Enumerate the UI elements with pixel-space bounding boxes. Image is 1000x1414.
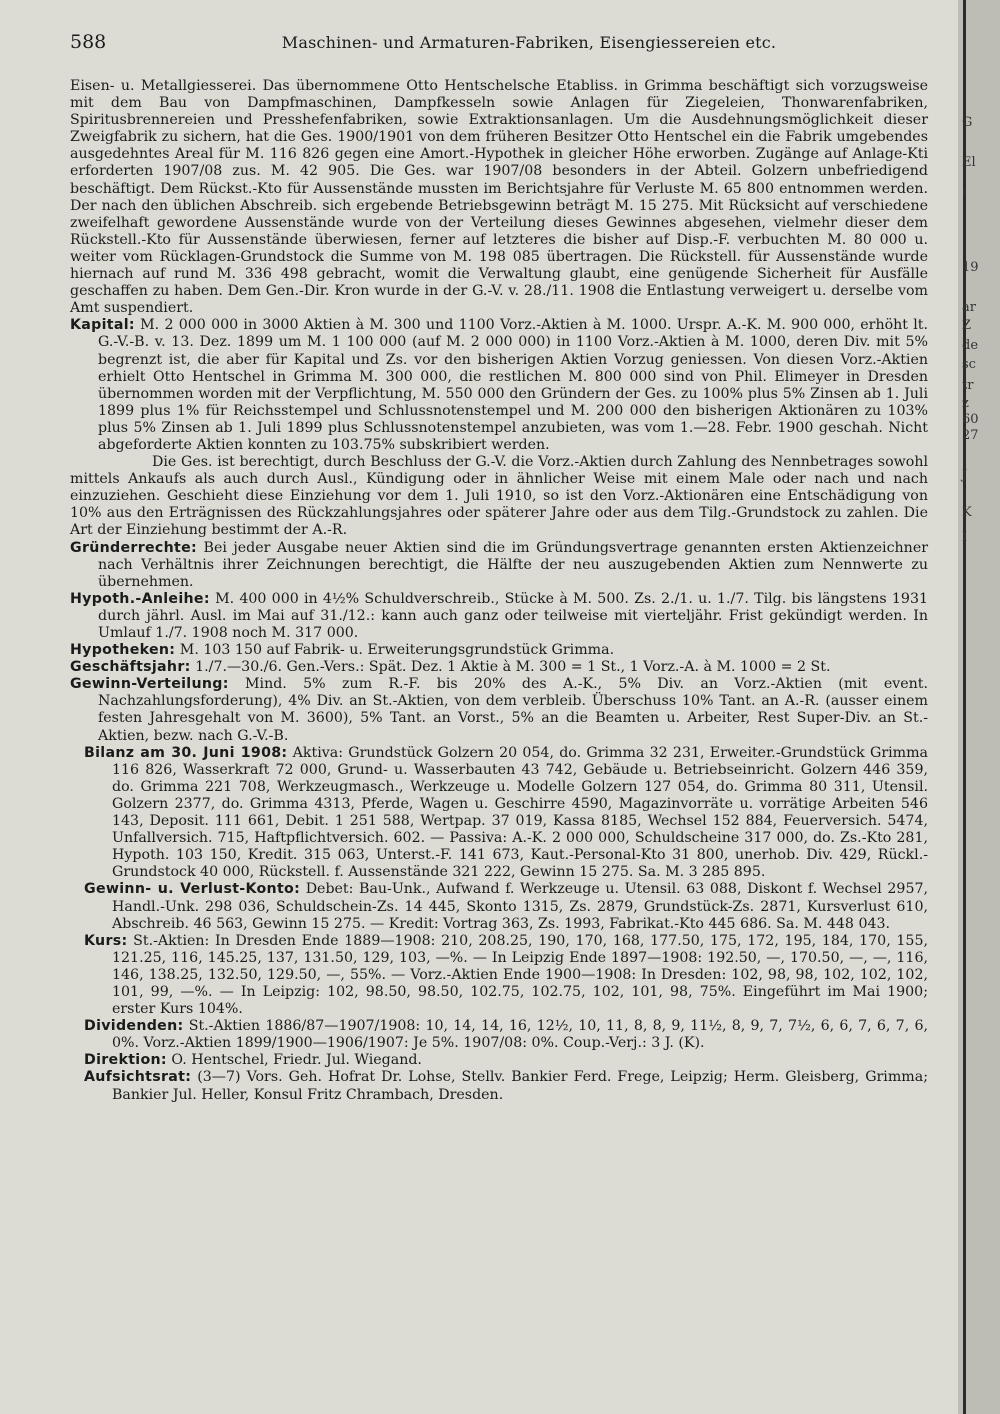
margin-fragment: Z [962, 318, 972, 333]
section-label: Dividenden: [84, 1018, 184, 1035]
margin-fragment: I [962, 530, 968, 545]
margin-fragment: tr [962, 378, 974, 393]
paragraph [70, 78, 928, 317]
document-page [70, 28, 928, 1403]
paragraph-text: (3—7) Vors. Geh. Hofrat Dr. Lohse, Stellv. Bankier Ferd. Frege, Leipzig; Herm. Gleisberg, Grimma; Bankier Jul. Heller, Konsul Fritz Chrambach, Dresden. [112, 1069, 928, 1103]
section-label: Geschäftsjahr: [70, 659, 191, 676]
paragraph-text: O. Hentschel, Friedr. Jul. Wiegand. [171, 1052, 422, 1069]
paragraph [70, 881, 928, 932]
paragraph-text: Mind. 5% zum R.-F. bis 20% des A.-K., 5% Div. an Vorz.-Aktien (mit event. Nachzahlungsforderung), 4% Div. an St.-Aktien, von dem verbleib. Überschuss 10% Tant. an A.-R. (ausser einem festen Jahresgehalt von M. 3600), 5% Tant. an Vorst., 5% an die Beamten u. Arbeiter, Rest Super-Div. an St.-Aktien, bezw. nach G.-V.-B. [98, 676, 928, 744]
section-label: Kapital: [70, 317, 135, 334]
section-label: Bilanz am 30. Juni 1908: [84, 744, 288, 761]
margin-fragment: ar [962, 300, 976, 315]
section-label: Hypoth.-Anleihe: [70, 590, 210, 607]
paragraph-text: St.-Aktien 1886/87—1907/1908: 10, 14, 14, 16, 12½, 10, 11, 8, 8, 9, 11½, 8, 9, 7, 7½, 6, 6, 7, 6, 7, 6, 0%. Vorz.-Aktien 1899/1900—1906/1907: Je 5%. 1907/08: 0%. Coup.-Verj.: 3 J. (K). [112, 1018, 928, 1052]
paragraph [70, 1052, 928, 1069]
section-label: Gewinn-Verteilung: [70, 676, 229, 693]
section-label: Kurs: [84, 932, 128, 949]
paragraph-text: Aktiva: Grundstück Golzern 20 054, do. Grimma 32 231, Erweiter.-Grundstück Grimma 116 826, Wasserkraft 72 000, Grund- u. Wasserbauten 43 742, Gebäude u. Betriebseinricht. Golzern 446 359, do. Grimma 221 708, Werkzeugmasch., Werkzeuge u. Modelle Golzern 127 054, do. Grimma 80 311, Utensil. Golzern 2377, do. Grimma 4313, Pferde, Wagen u. Geschirre 4590, Magazinvorräte u. vorrätige Arbeiten 546 143, Deposit. 111 661, Debit. 1 251 588, Wertpap. 37 019, Kassa 8185, Wechsel 152 884, Feuerversich. 5474, Unfallversich. 715, Haftpflichtversich. 602. — Passiva: A.-K. 2 000 000, Schuldscheine 317 000, do. Zs.-Kto 281, Hypoth. 103 150, Kredit. 315 063, Unterst.-F. 141 673, Kaut.-Personal-Kto 31 800, unerhob. Div. 429, Rückl.-Grundstock 40 000, Rückstell. f. Aussenstände 321 222, Gewinn 15 275. Sa. M. 3 285 895. [112, 744, 929, 881]
paragraph-text: Debet: Bau-Unk., Aufwand f. Werkzeuge u. Utensil. 63 088, Diskont f. Wechsel 2957, Handl.-Unk. 298 036, Schuldschein-Zs. 14 445, Skonto 1315, Zs. 2879, Grundstück-Zs. 2871, Kursverlust 610, Abschreib. 46 563, Gewinn 15 275. — Kredit: Vortrag 363, Zs. 1993, Fabrikat.-Kto 445 686. Sa. M. 448 043. [112, 881, 929, 932]
margin-fragment: El [962, 155, 976, 170]
paragraph-text: Eisen- u. Metallgiesserei. Das übernommene Otto Hentschelsche Etabliss. in Grimma beschäftigt sich vorzugsweise mit dem Bau von Dampfmaschinen, Dampfkesseln sowie Anlagen für Ziegeleien, Thonwarenfabriken, Spiritusbrennereien und Presshefenfabriken, sowie Extraktionsanlagen. Um die Ausdehnungsmöglichkeit dieser Zweigfabrik zu sichern, hat die Ges. 1900/1901 von dem früheren Besitzer Otto Hentschel ein die Fabrik umgebendes ausgedehntes Areal für M. 116 826 gegen eine Amort.-Hypothek in gleicher Höhe erworben. Zugänge auf Anlage-Kti erforderten 1907/08 zus. M. 42 905. Die Ges. war 1907/08 besonders in der Abteil. Golzern unbefriedigend beschäftigt. Dem Rückst.-Kto für Aussenstände mussten im Berichtsjahre für Verluste M. 65 800 entnommen werden. Der nach den üblichen Abschreib. sich ergebende Betriebsgewinn beträgt M. 15 275. Mit Rücksicht auf verschiedene zweifelhaft gewordene Aussenstände wurde von der Verteilung dieses Gewinnes abgesehen, vielmehr dieser dem Rückstell.-Kto für Aussenstände überwiesen, ferner auf letzteres die bisher auf Disp.-F. verbuchten M. 80 000 u. weiter vom Rücklagen-Grundstock die Summe von M. 198 085 übertragen. Die Rückstell. für Aussenstände wurde hiernach auf rund M. 336 498 gebracht, womit die Verwaltung glaubt, eine genügende Sicherheit für Ausfälle geschaffen zu haben. Dem Gen.-Dir. Kron wurde in der G.-V. v. 28./11. 1908 die Entlastung verweigert u. derselbe vom Amt suspendiert. [70, 78, 928, 317]
paragraph-text: Die Ges. ist berechtigt, durch Beschluss der G.-V. die Vorz.-Aktien durch Zahlung des Nennbetrages sowohl mittels Ankaufs als auch durch Ausl., Kündigung oder in ähnlicher Weise mit einem Male oder nach und nach einzuziehen. Geschieht diese Einziehung vor dem 1. Juli 1910, so ist den Vorz.-Aktionären eine Entschädigung von 10% aus den Erträgnissen des Rückzahlungsjahres oder späterer Jahre oder aus dem Tilg.-Grundstock zu zahlen. Die Art der Einziehung bestimmt der A.-R. [70, 454, 928, 539]
paragraph [70, 591, 928, 642]
paragraph [70, 1018, 928, 1052]
margin-fragment: ( [962, 185, 968, 200]
paragraph [70, 1069, 928, 1103]
section-label: Aufsichtsrat: [84, 1069, 192, 1086]
paragraph [70, 454, 928, 539]
page-header [70, 28, 928, 58]
paragraph [70, 745, 928, 882]
page-number: 588 [70, 31, 107, 54]
paragraph-text: M. 103 150 auf Fabrik- u. Erweiterungsgrundstück Grimma. [179, 642, 615, 659]
margin-fragment: J [962, 468, 968, 483]
paragraph [70, 540, 928, 591]
section-label: Gründerrechte: [70, 539, 198, 556]
section-label: Hypotheken: [70, 642, 176, 659]
document-body [70, 78, 928, 1104]
paragraph [70, 933, 928, 1018]
binding-shadow [963, 0, 966, 1414]
margin-fragment: 60 [962, 412, 979, 427]
paragraph [70, 642, 928, 659]
paragraph-text: Bei jeder Ausgabe neuer Aktien sind die im Gründungsvertrage genannten ersten Aktienzeichner nach Verhältnis ihrer Zeichnungen berechtigt, die Hälfte der neu auszugebenden Aktien zum Nennwerte zu übernehmen. [98, 539, 928, 590]
margin-fragment: de [962, 338, 979, 353]
paragraph-text: M. 400 000 in 4½% Schuldverschreib., Stücke à M. 500. Zs. 2./1. u. 1./7. Tilg. bis längstens 1931 durch jährl. Ausl. im Mai auf 31./12.: kann auch ganz oder teilweise mit vierteljähr. Frist gekündigt werden. In Umlauf 1./7. 1908 noch M. 317 000. [98, 590, 928, 641]
paragraph-text: St.-Aktien: In Dresden Ende 1889—1908: 210, 208.25, 190, 170, 168, 177.50, 175, 172, 195, 184, 170, 155, 121.25, 116, 145.25, 137, 131.50, 129, 103, —%. — In Leipzig Ende 1897—1908: 192.50, —, 170.50, —, —, 116, 146, 138.25, 132.50, 129.50, —, 55%. — Vorz.-Aktien Ende 1900—1908: In Dresden: 102, 98, 98, 102, 102, 102, 101, 99, —%. — In Leipzig: 102, 98.50, 98.50, 102.75, 102.75, 102, 101, 98, 75%. Eingeführt im Mai 1900; erster Kurs 104%. [112, 932, 928, 1018]
margin-fragment: sc [962, 357, 976, 372]
margin-fragment: 19 [962, 260, 979, 275]
margin-fragment: z [962, 396, 969, 411]
margin-fragment: G [962, 115, 973, 130]
running-title: Maschinen- und Armaturen-Fabriken, Eisengiessereien etc. [281, 33, 777, 53]
section-label: Gewinn- u. Verlust-Konto: [84, 881, 301, 898]
paragraph-text: 1./7.—30./6. Gen.-Vers.: Spät. Dez. 1 Aktie à M. 300 = 1 St., 1 Vorz.-A. à M. 1000 = 2 St. [195, 659, 831, 676]
paragraph [70, 317, 928, 454]
section-label: Direktion: [84, 1052, 167, 1069]
margin-fragment: 27 [962, 428, 979, 443]
paragraph-text: M. 2 000 000 in 3000 Aktien à M. 300 und 1100 Vorz.-Aktien à M. 1000. Urspr. A.-K. M. 900 000, erhöht lt. G.-V.-B. v. 13. Dez. 1899 um M. 1 100 000 (auf M. 2 000 000) in 1100 Vorz.-Aktien à M. 1000, deren Div. mit 5% begrenzt ist, die aber für Kapital und Zs. vor den bisherigen Aktien Vorzug geniessen. Von diesen Vorz.-Aktien erhielt Otto Hentschel in Grimma M. 300 000, die restlichen M. 800 000 sind von Phil. Elimeyer in Dresden übernommen worden mit der Verpflichtung, M. 550 000 den Gründern der Ges. zu 100% plus 5% Zinsen ab 1. Juli 1899 plus 1% für Reichsstempel und Schlussnotenstempel und M. 200 000 den bisherigen Aktionären zu 103% plus 5% Zinsen ab 1. Juli 1899 plus Schlussnotenstempel anzubieten, was vom 1.—28. Febr. 1900 geschah. Nicht abgeforderte Aktien konnten zu 103.75% subskribiert werden. [98, 317, 928, 453]
paragraph [70, 659, 928, 676]
margin-fragment: K [962, 505, 972, 520]
paragraph [70, 676, 928, 744]
